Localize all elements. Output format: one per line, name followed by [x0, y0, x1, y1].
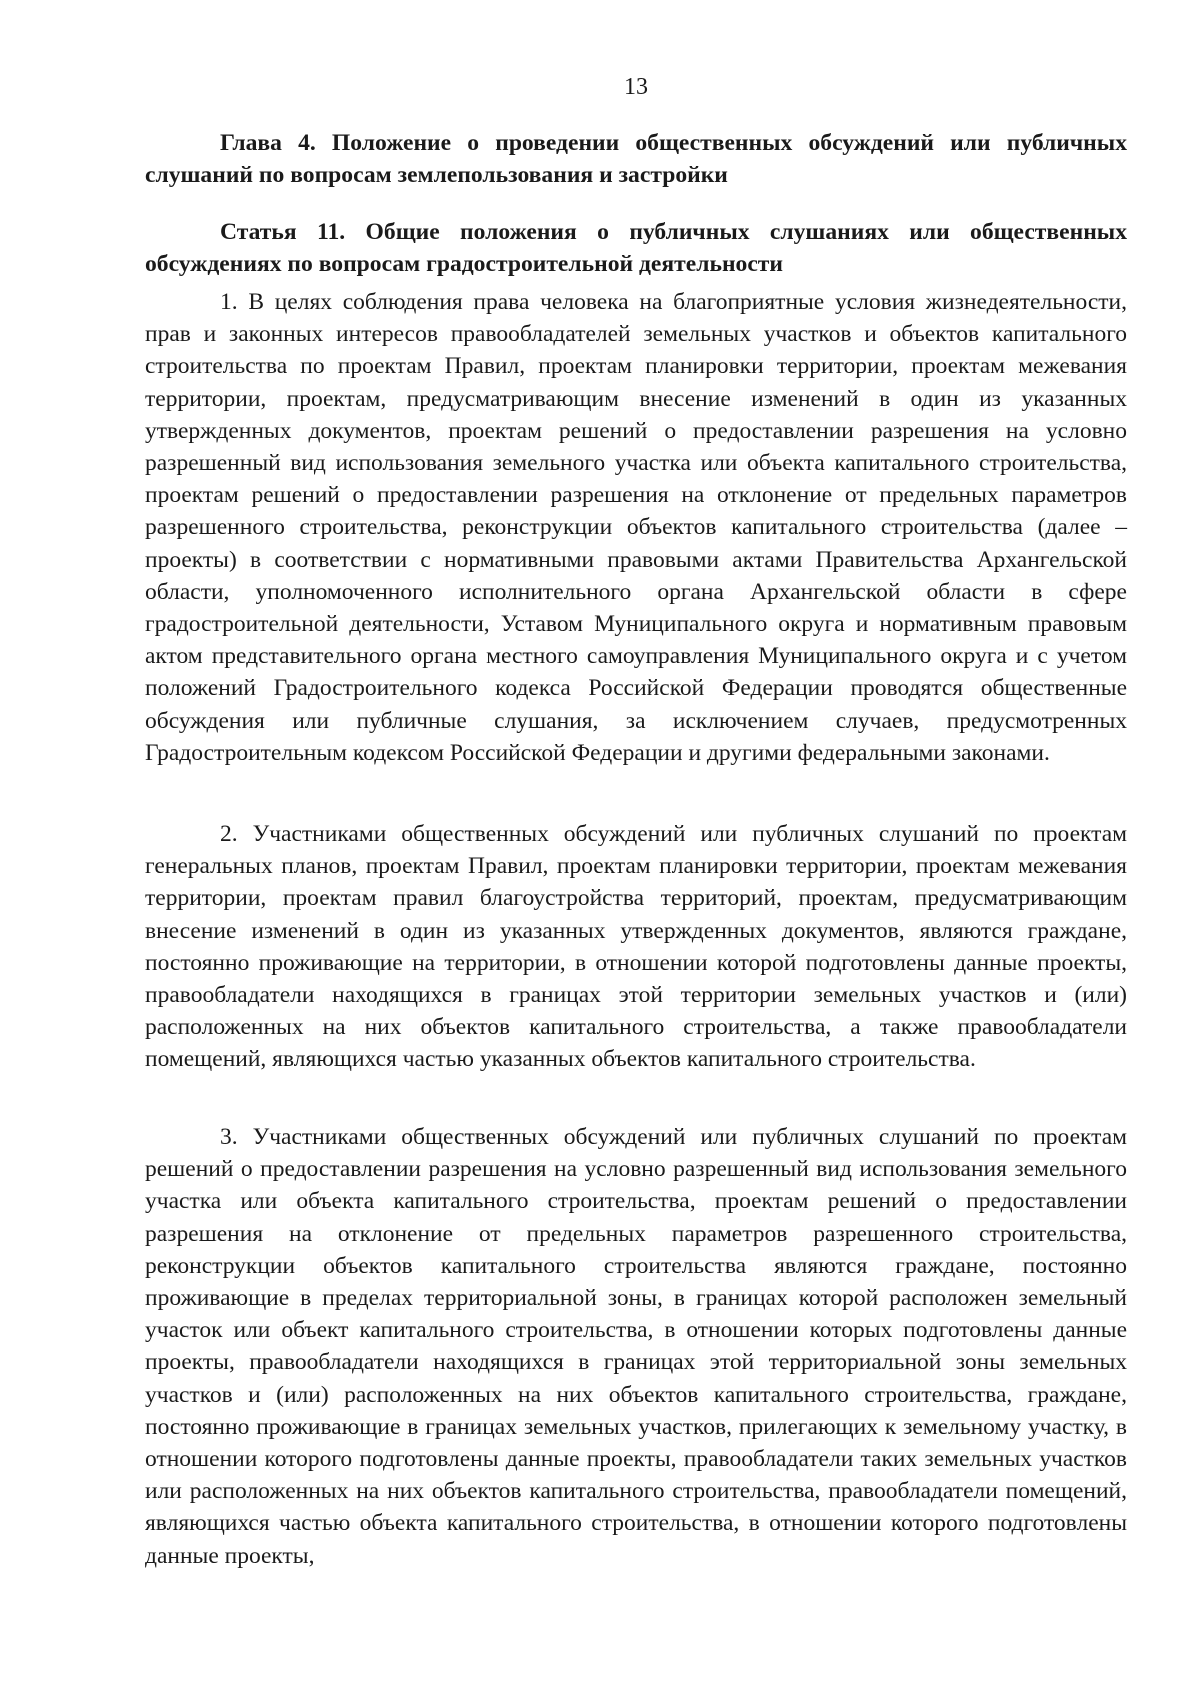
paragraph-3: 3. Участниками общественных обсуждений или публичных слушаний по проектам решений о предоставлении разрешения на условно разрешенный вид использования земельного участка или объекта капитального строительства, проектам решений о предоставлении разрешения на отклонение от предельных параметров разрешенного строительства, реконструкции объектов капитального строительства являются граждане, постоянно проживающие в пределах территориальной зоны, в границах которой расположен земельный участок или объект капитального строительства, в отношении которых подготовлены данные проекты, правообладатели находящихся в границах этой территориальной зоны земельных участков и (или) расположенных на них объектов капитального строительства, граждане, постоянно проживающие в границах земельных участков, прилегающих к земельному участку, в отношении которого подготовлены данные проекты, правообладатели таких земельных участков или расположенных на них объектов капитального строительства, правообладатели помещений, являющихся частью объекта капитального строительства, в отношении которого подготовлены данные проекты,	[145, 1124, 1127, 1569]
paragraph-1: 1. В целях соблюдения права человека на благоприятные условия жизнедеятельности, прав и законных интересов правообладателей земельных участков и объектов капитального строительства по проектам Правил, проектам планировки территории, проектам межевания территории, проектам, предусматривающим внесение изменений в один из указанных утвержденных документов, проектам решений о предоставлении разрешения на условно разрешенный вид использования земельного участка или объекта капитального строительства, проектам решений о предоставлении разрешения на отклонение от предельных параметров разрешенного строительства, реконструкции объектов капитального строительства (далее – проекты) в соответствии с нормативными правовыми актами Правительства Архангельской области, уполномоченного исполнительного органа Архангельской области в сфере градостроительной деятельности, Уставом Муниципального округа и нормативным правовым актом представительного органа местного самоуправления Муниципального округа и с учетом положений Градостроительного кодекса Российской Федерации проводятся общественные обсуждения или публичные слушания, за исключением случаев, предусмотренных Градостроительным кодексом Российской Федерации и другими федеральными законами.	[145, 289, 1127, 766]
paragraph-2: 2. Участниками общественных обсуждений или публичных слушаний по проектам генеральных планов, проектам Правил, проектам планировки территории, проектам межевания территории, проектам правил благоустройства территорий, проектам, предусматривающим внесение изменений в один из указанных утвержденных документов, являются граждане, постоянно проживающие на территории, в отношении которой подготовлены данные проекты, правообладатели находящихся в границах этой территории земельных участков и (или) расположенных на них объектов капитального строительства, а также правообладатели помещений, являющихся частью указанных объектов капитального строительства.	[145, 821, 1127, 1073]
article-heading: Статья 11. Общие положения о публичных слушаниях или общественных обсуждениях по вопросам градостроительной деятельности	[145, 219, 1127, 277]
page-number: 13	[624, 74, 648, 100]
document-page	[145, 0, 1127, 1697]
chapter-heading: Глава 4. Положение о проведении общественных обсуждений или публичных слушаний по вопросам землепользования и застройки	[145, 130, 1127, 188]
